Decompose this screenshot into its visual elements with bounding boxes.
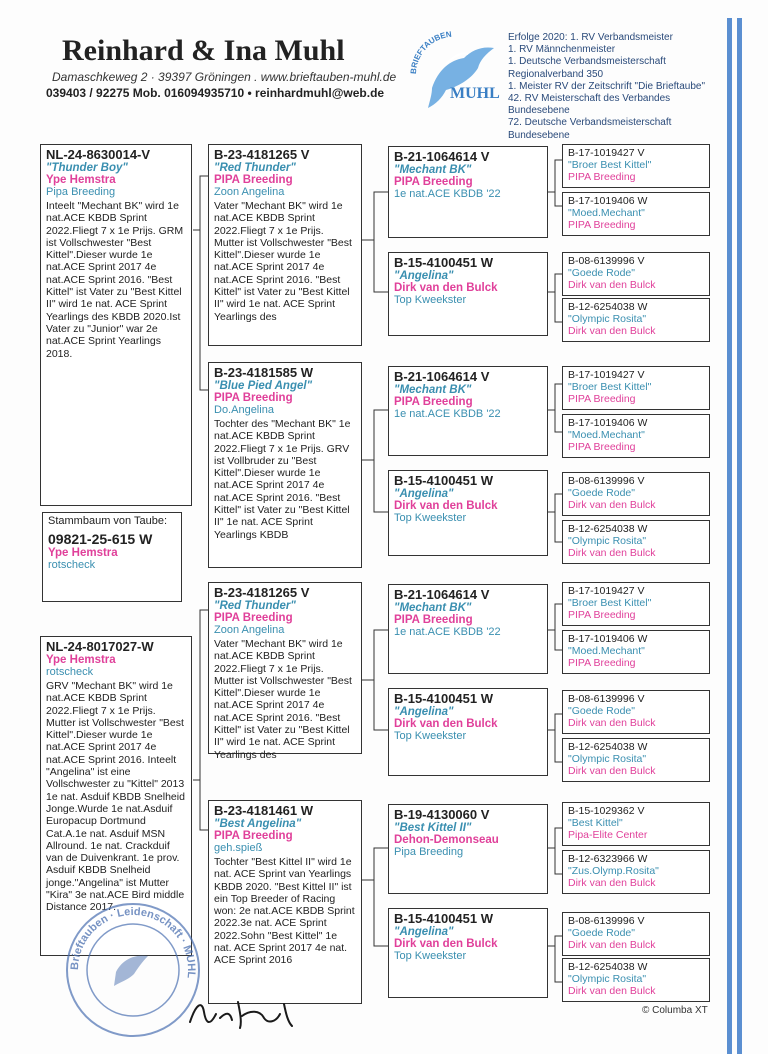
pigeon-nickname: "Best Angelina": [214, 818, 302, 830]
ring-number: B-15-1029362 V: [568, 805, 645, 817]
stamp-text: Brieftauben · Leidenschaft · MUHL: [68, 905, 198, 979]
pigeon-description: Inteelt "Mechant BK" wird 1e nat.ACE KBDB Sprint 2022.Fliegt 7 x 1e Prijs. GRM ist Vollschwester "Best Kittel".Dieser wurde 1e nat.ACE Sprint 2017 4e nat.ACE Sprint 2016. "Best Kittel" ist Vater zu "Best Kittel II" wird 1e nat. ACE Sprint Yearlings des KBDB 2020.Ist Vater zu "Junior" war 2e nat.ACE Sprint Yearlings 2018.: [46, 200, 184, 360]
gen4-card: [562, 802, 710, 846]
pigeon-description: Tochter "Best Kittel II" wird 1e nat. ACE Sprint van Yearlings KBDB 2020. "Best Kittel II" ist ein Top Breeder of Racing won: 2e nat.ACE KBDB Sprint 2022.3e nat. ACE Sprint 2022.Sohn "Best Kittel" 1e nat. ACE Sprint 2017 4e nat. ACE Sprint 2016: [214, 856, 355, 967]
gen4-card: [562, 850, 710, 894]
breeder-name: Dirk van den Bulck: [568, 279, 656, 291]
breeder-name: PIPA Breeding: [568, 441, 636, 453]
breeder-name: PIPA Breeding: [568, 657, 636, 669]
pigeon-nickname: "Blue Pied Angel": [214, 380, 313, 392]
pigeon-nickname: "Goede Rode": [568, 267, 635, 279]
gen2-card: [208, 582, 362, 761]
decor-stripe: [737, 18, 742, 1054]
ring-number: B-17-1019427 V: [568, 147, 645, 159]
pigeon-note: 1e nat.ACE KBDB '22: [394, 188, 501, 200]
success-line: 1. RV Männchenmeister: [508, 44, 616, 56]
pigeon-nickname: "Angelina": [394, 270, 454, 282]
gen4-card: [562, 298, 710, 342]
pigeon-nickname: "Zus.Olymp.Rosita": [568, 865, 659, 877]
pigeon-note: Top Kweekster: [394, 730, 467, 742]
ring-number: B-17-1019427 V: [568, 585, 645, 597]
gen3-card: [388, 146, 548, 238]
handwritten-signature: [180, 992, 330, 1032]
breeder-name: Dehon-Demonseau: [394, 834, 499, 846]
breeder-name: Dirk van den Bulck: [568, 939, 656, 951]
pigeon-note: Top Kweekster: [394, 294, 467, 306]
pigeon-nickname: "Broer Best Kittel": [568, 597, 652, 609]
breeder-name: PIPA Breeding: [214, 392, 293, 404]
breeder-name: Dirk van den Bulck: [568, 877, 656, 889]
pigeon-note: Pipa Breeding: [394, 846, 464, 858]
pigeon-nickname: "Moed.Mechant": [568, 207, 645, 219]
breeder-name: Dirk van den Bulck: [568, 547, 656, 559]
logo-text: MUHL: [450, 85, 500, 102]
pigeon-nickname: "Moed.Mechant": [568, 645, 645, 657]
breeder-name: Dirk van den Bulck: [568, 325, 656, 337]
success-line: 1. Deutsche Verbandsmeisterschaft: [508, 56, 666, 68]
ring-number: B-12-6254038 W: [568, 961, 648, 973]
ring-number: B-23-4181265 V: [214, 147, 310, 162]
pigeon-note: Zoon Angelina: [214, 186, 285, 198]
gen4-card: [562, 738, 710, 782]
gen3-card: [388, 470, 548, 556]
success-line: Erfolge 2020: 1. RV Verbandsmeister: [508, 32, 673, 43]
pigeon-note: Do.Angelina: [214, 404, 274, 416]
pigeon-nickname: "Mechant BK": [394, 384, 472, 396]
gen2-card: [208, 362, 362, 568]
pigeon-nickname: "Red Thunder": [214, 162, 296, 174]
gen4-card: [562, 520, 710, 564]
success-list: [508, 32, 718, 142]
pigeon-note: Pipa Breeding: [46, 186, 116, 198]
pigeon-nickname: "Olympic Rosita": [568, 313, 647, 325]
gen4-card: [562, 630, 710, 674]
pigeon-note: rotscheck: [46, 666, 94, 678]
pigeon-note: Top Kweekster: [394, 950, 467, 962]
ring-number: B-17-1019406 W: [568, 195, 648, 207]
pigeon-note: Zoon Angelina: [214, 624, 285, 636]
ring-number: B-17-1019406 W: [568, 417, 648, 429]
pigeon-nickname: "Olympic Rosita": [568, 753, 647, 765]
pigeon-nickname: "Angelina": [394, 706, 454, 718]
pigeon-note: geh.spieß: [214, 842, 263, 854]
gen2-card: [208, 800, 362, 1004]
pigeon-nickname: "Broer Best Kittel": [568, 159, 652, 171]
pigeon-nickname: "Mechant BK": [394, 164, 472, 176]
ring-number: B-08-6139996 V: [568, 915, 645, 927]
pigeon-nickname: "Olympic Rosita": [568, 535, 647, 547]
breeder-name: PIPA Breeding: [394, 396, 473, 408]
pigeon-nickname: "Best Kittel II": [394, 822, 472, 834]
father-card: [40, 144, 192, 506]
success-line: Regionalverband 350: [508, 68, 604, 80]
breeder-name: PIPA Breeding: [394, 614, 473, 626]
decor-stripe: [727, 18, 732, 1054]
ring-number: B-23-4181265 V: [214, 585, 310, 600]
breeder-name: PIPA Breeding: [394, 176, 473, 188]
ring-number: B-21-1064614 V: [394, 149, 490, 164]
breeder-name: PIPA Breeding: [568, 219, 636, 231]
pigeon-nickname: "Best Kittel": [568, 817, 623, 829]
ring-number: B-08-6139996 V: [568, 255, 645, 267]
pigeon-logo: [402, 30, 502, 116]
gen3-card: [388, 366, 548, 456]
breeder-address: Damaschkeweg 2 · 39397 Gröningen . www.brieftauben-muhl.de: [52, 70, 397, 84]
gen3-card: [388, 908, 548, 998]
ring-number: NL-24-8630014-V: [46, 147, 151, 162]
logo-arc-text: BRIEFTAUBEN: [408, 30, 453, 75]
breeder-name-title: Reinhard & Ina Muhl: [62, 34, 345, 67]
ring-number: B-08-6139996 V: [568, 475, 645, 487]
subject-breeder: Ype Hemstra: [48, 547, 118, 559]
ring-number: B-08-6139996 V: [568, 693, 645, 705]
copyright-label: © Columba XT: [642, 1005, 708, 1016]
breeder-name: Pipa-Elite Center: [568, 829, 648, 841]
breeder-contact: 039403 / 92275 Mob. 016094935710 • reinhardmuhl@web.de: [46, 86, 385, 100]
breeder-name: Dirk van den Bulck: [568, 765, 656, 777]
breeder-name: Ype Hemstra: [46, 174, 116, 186]
breeder-name: Dirk van den Bulck: [568, 717, 656, 729]
ring-number: B-19-4130060 V: [394, 807, 490, 822]
ring-number: B-12-6254038 W: [568, 301, 648, 313]
subject-color: rotscheck: [48, 559, 96, 571]
gen4-card: [562, 690, 710, 734]
ring-number: B-15-4100451 W: [394, 691, 493, 706]
gen4-card: [562, 252, 710, 296]
gen3-card: [388, 252, 548, 336]
pigeon-nickname: "Olympic Rosita": [568, 973, 647, 985]
ring-number: B-12-6254038 W: [568, 523, 648, 535]
success-line: Bundesebene: [508, 129, 570, 141]
pigeon-nickname: "Angelina": [394, 488, 454, 500]
breeder-name: Dirk van den Bulck: [394, 718, 498, 730]
gen4-card: [562, 472, 710, 516]
ring-number: NL-24-8017027-W: [46, 639, 154, 654]
gen3-card: [388, 688, 548, 776]
ring-number: B-21-1064614 V: [394, 587, 490, 602]
success-line: Bundesebene: [508, 105, 570, 117]
pigeon-nickname: "Broer Best Kittel": [568, 381, 652, 393]
breeder-name: PIPA Breeding: [214, 612, 293, 624]
pigeon-note: 1e nat.ACE KBDB '22: [394, 408, 501, 420]
ring-number: B-23-4181461 W: [214, 803, 313, 818]
breeder-name: PIPA Breeding: [568, 171, 636, 183]
breeder-name: PIPA Breeding: [214, 174, 293, 186]
ring-number: B-17-1019427 V: [568, 369, 645, 381]
ring-number: B-17-1019406 W: [568, 633, 648, 645]
ring-number: B-15-4100451 W: [394, 255, 493, 270]
breeder-name: Dirk van den Bulck: [394, 938, 498, 950]
success-line: 1. Meister RV der Zeitschrift "Die Brieftaube": [508, 80, 705, 92]
pigeon-description: GRV "Mechant BK" wird 1e nat.ACE KBDB Sprint 2022.Fliegt 7 x 1e Prijs. Mutter ist Vollschwester "Best Kittel".Dieser wurde 1e nat.ACE Sprint 2017 4e nat.ACE Sprint 2016. Inteelt "Angelina" ist eine Vollschwester zu "Kittel" 2013 1e nat. Asduif KBDB Snelheid Jonge.Wurde 1e nat.Asduif Europacup Dortmund Cat.A.1e nat. Asduif MSN Allround. 1e nat. Crackduif van de Duivenkrant. 1e prov. Asduif KBDB Snelheid jonge."Angelina" ist Mutter "Kira" 3e nat.ACE Bird middle Distance 2017.: [46, 680, 185, 914]
success-line: 42. RV Meisterschaft des Verbandes: [508, 93, 671, 105]
gen4-card: [562, 366, 710, 410]
pigeon-note: Top Kweekster: [394, 512, 467, 524]
breeder-name: Dirk van den Bulck: [568, 985, 656, 997]
breeder-name: Ype Hemstra: [46, 654, 116, 666]
pigeon-nickname: "Angelina": [394, 926, 454, 938]
ring-number: B-12-6323966 W: [568, 853, 648, 865]
pigeon-nickname: "Moed.Mechant": [568, 429, 645, 441]
ring-number: B-15-4100451 W: [394, 911, 493, 926]
ring-number: B-23-4181585 W: [214, 365, 313, 380]
gen4-card: [562, 192, 710, 236]
gen4-card: [562, 582, 710, 626]
gen3-card: [388, 584, 548, 674]
subject-label: Stammbaum von Taube:: [48, 515, 168, 527]
pigeon-nickname: "Goede Rode": [568, 705, 635, 717]
ring-number: B-21-1064614 V: [394, 369, 490, 384]
pigeon-nickname: "Mechant BK": [394, 602, 472, 614]
subject-ring: 09821-25-615 W: [48, 531, 153, 547]
breeder-name: Dirk van den Bulck: [394, 282, 498, 294]
ring-number: B-15-4100451 W: [394, 473, 493, 488]
gen3-card: [388, 804, 548, 894]
subject-card: [42, 512, 182, 602]
pigeon-description: Vater "Mechant BK" wird 1e nat.ACE KBDB Sprint 2022.Fliegt 7 x 1e Prijs. Mutter ist Vollschwester "Best Kittel".Dieser wurde 1e nat.ACE Sprint 2017 4e nat.ACE Sprint 2016. "Best Kittel" ist Vater zu "Best Kittel II" wird 1e nat. ACE Sprint Yearlings des: [214, 638, 352, 761]
breeder-name: PIPA Breeding: [214, 830, 293, 842]
gen4-card: [562, 958, 710, 1002]
breeder-name: Dirk van den Bulck: [394, 500, 498, 512]
breeder-name: PIPA Breeding: [568, 393, 636, 405]
gen4-card: [562, 144, 710, 188]
success-line: 72. Deutsche Verbandsmeisterschaft: [508, 117, 672, 129]
pigeon-nickname: "Goede Rode": [568, 487, 635, 499]
breeder-name: Dirk van den Bulck: [568, 499, 656, 511]
gen2-card: [208, 144, 362, 346]
pigeon-note: 1e nat.ACE KBDB '22: [394, 626, 501, 638]
pigeon-nickname: "Goede Rode": [568, 927, 635, 939]
breeder-name: PIPA Breeding: [568, 609, 636, 621]
pigeon-description: Tochter des "Mechant BK" 1e nat.ACE KBDB Sprint 2022.Fliegt 7 x 1e Prijs. GRV ist Vollbruder zu "Best Kittel".Dieser wurde 1e nat.ACE Sprint 2017 4e nat.ACE Sprint 2016. "Best Kittel" ist Vater zu "Best Kittel II" 1e nat. ACE Sprint Yearlings KBDB: [214, 418, 351, 541]
ring-number: B-12-6254038 W: [568, 741, 648, 753]
gen4-card: [562, 912, 710, 956]
pigeon-description: Vater "Mechant BK" wird 1e nat.ACE KBDB Sprint 2022.Fliegt 7 x 1e Prijs. Mutter ist Vollschwester "Best Kittel".Dieser wurde 1e nat.ACE Sprint 2017 4e nat.ACE Sprint 2016. "Best Kittel" ist Vater zu "Best Kittel II" wird 1e nat. ACE Sprint Yearlings des: [214, 200, 352, 323]
pigeon-nickname: "Red Thunder": [214, 600, 296, 612]
pigeon-nickname: "Thunder Boy": [46, 162, 128, 174]
gen4-card: [562, 414, 710, 458]
